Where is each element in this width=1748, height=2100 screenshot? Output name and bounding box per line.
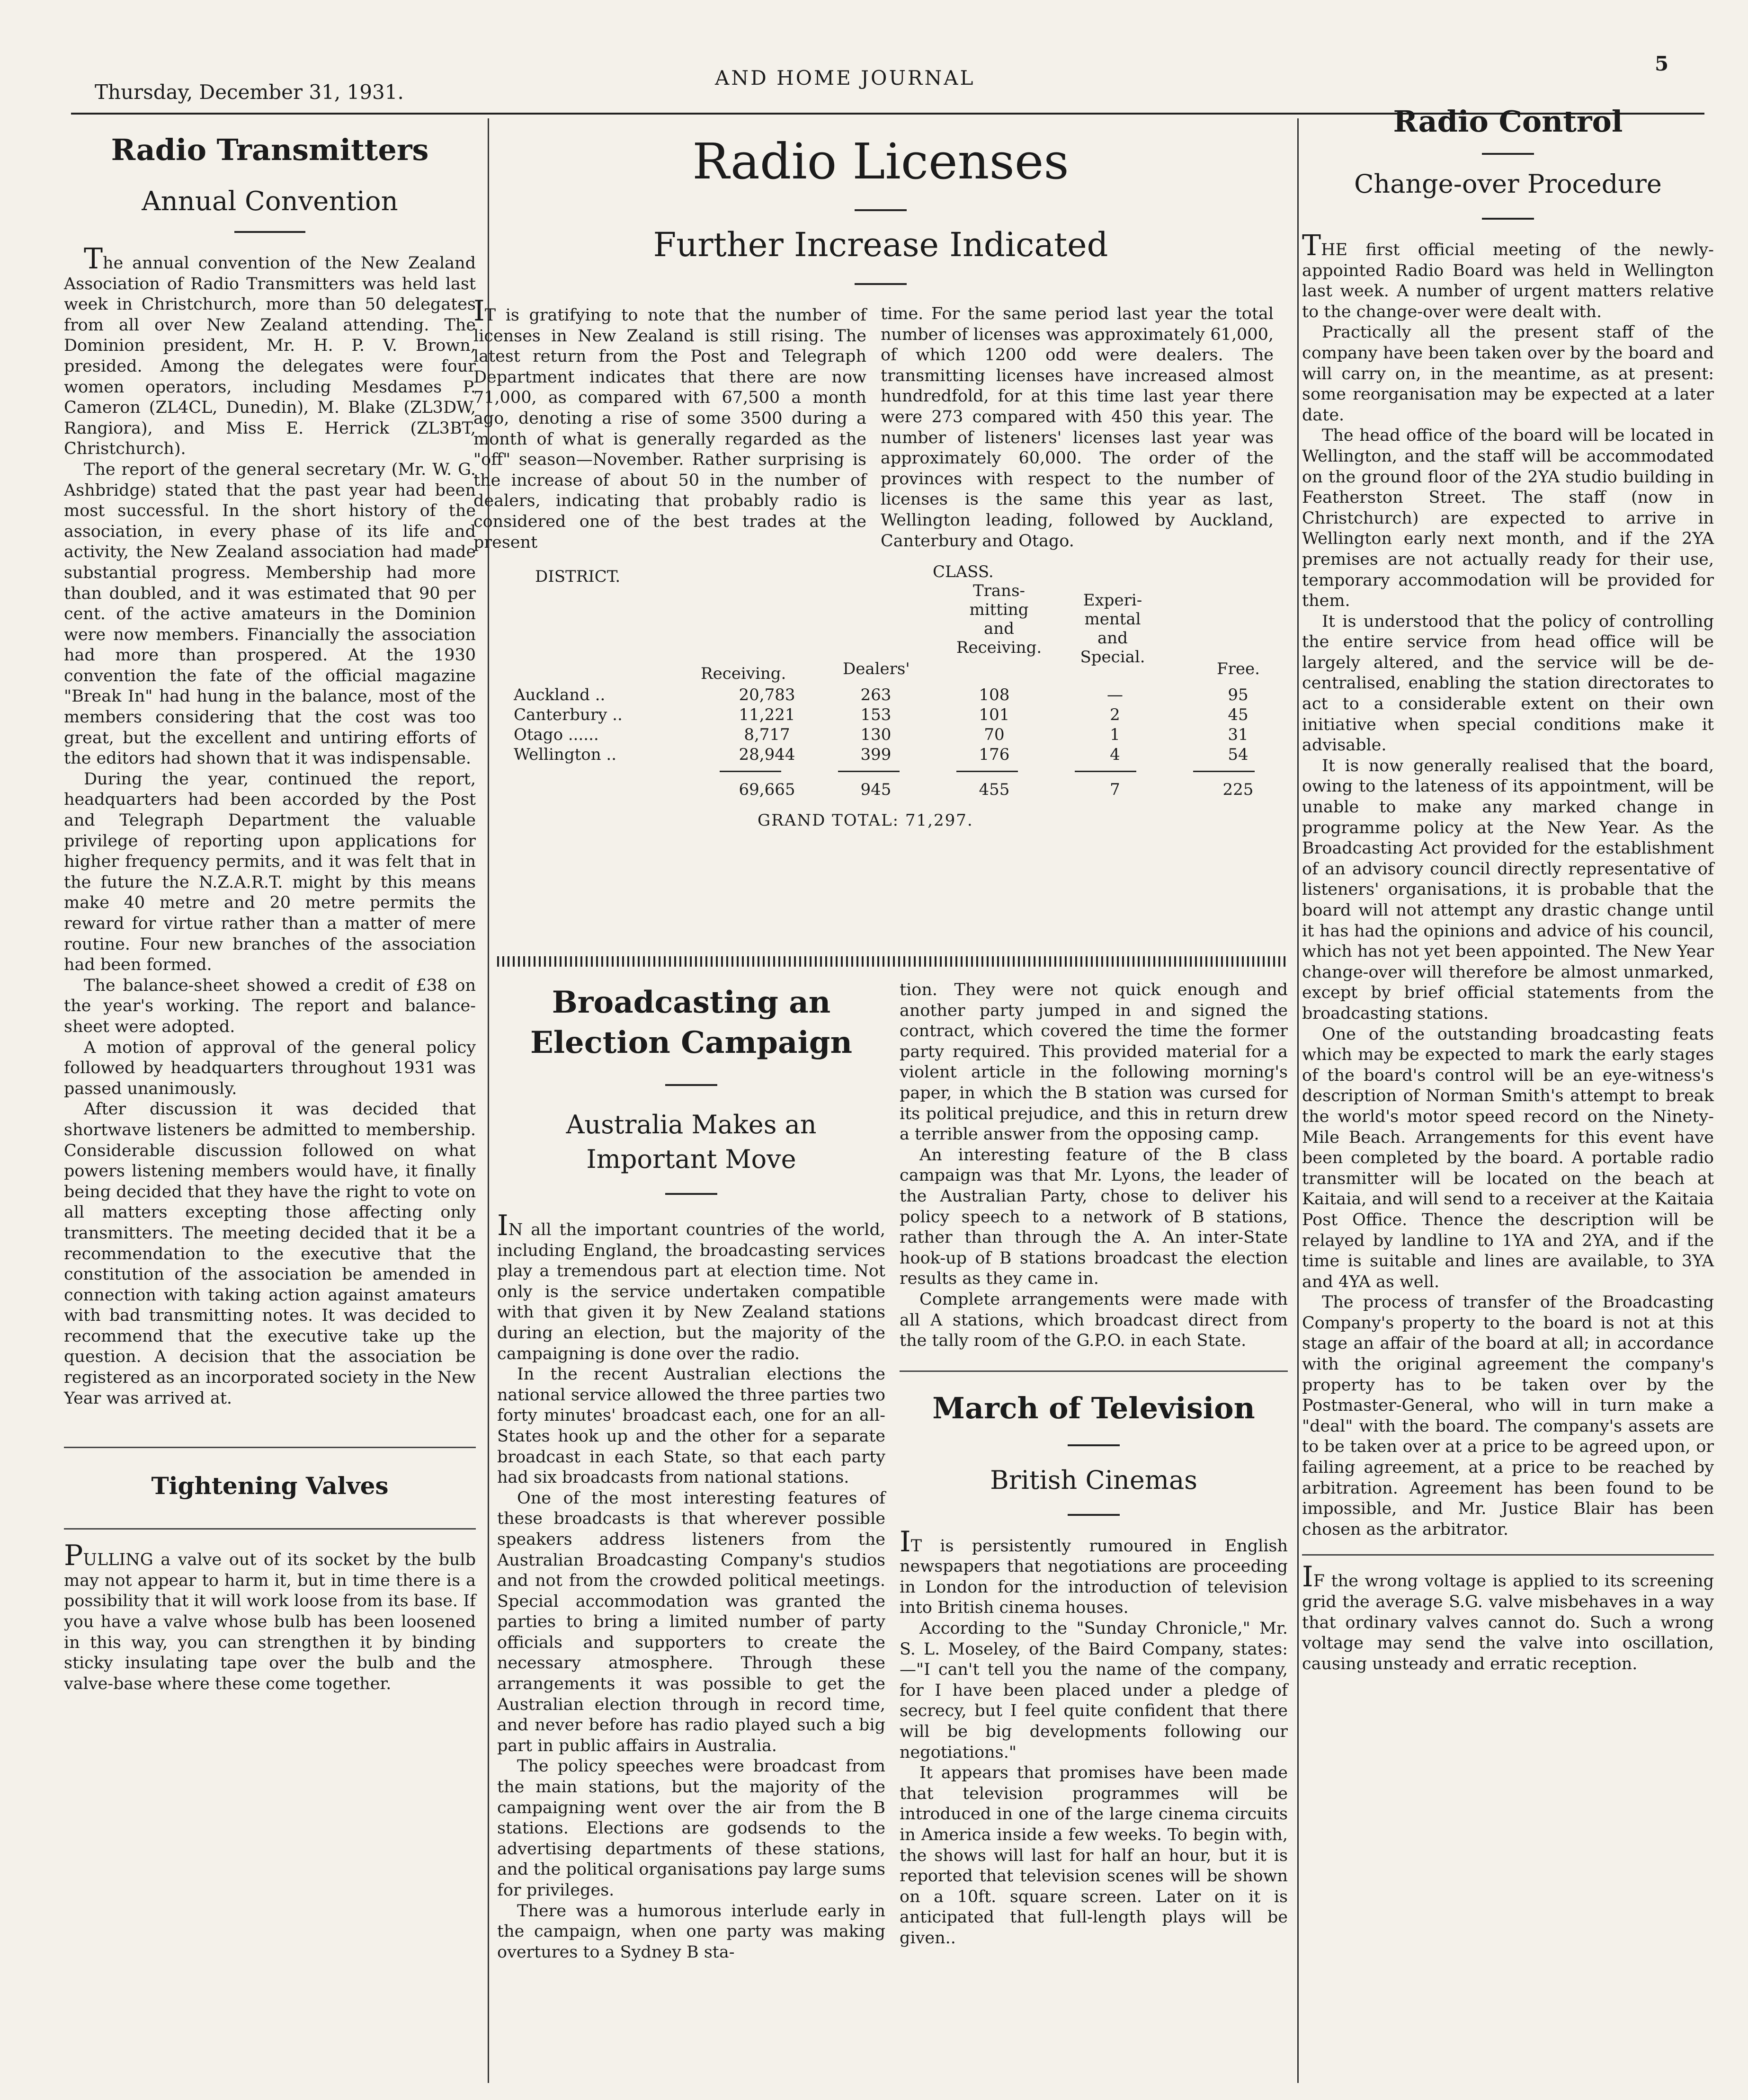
licenses-paragraph-right: time. For the same period last year the total number of licenses was approximately 61,000, of which 1200 odd were dealers. The transmitting licenses have increased almost hundredfold, for at this time last year there were 273 compared with 450 this year. The number of listeners' licenses last year was approximately 60,000. The order of the provinces with respect to the number of licenses is the same this year as last, Wellington leading, followed by Auckland, Canterbury and Otago. — [881, 304, 1274, 551]
paragraph: The process of transfer of the Broadcasting Company's property to the board is not at this stage an affair of the board at all; in accordance with the original agreement the company's property has to be taken over by the Postmaster-General, who will in turn make a "deal" with the board. The company's assets are to be taken over at a price to be agreed upon, or failing agreement, at a price to be reached by arbitration. Agreement has been found to be impossible, and Mr. Justice Blair has been chosen as the arbitrator. — [1302, 1293, 1714, 1539]
transmitters-subtitle: Annual Convention — [142, 186, 398, 217]
title-rule — [665, 1193, 717, 1195]
paragraph: The annual convention of the New Zealand Association of Radio Transmitters was held last week in Christchurch, more than 50 delegates from all over New Zealand attending. The Dominion president, Mr. H. P. V. Brown, presided. Among the delegates were four women operators, including Mesdames P. Cameron (ZL4CL, Dunedin), M. Blake (ZL3DW, Rangiora), and Miss E. Herrick (ZL3BT, Christchurch). — [64, 242, 476, 459]
paragraph: The policy speeches were broadcast from the main stations, but the majority of the campaigning went over the air from the B stations. Elections are godsends to the advertising departments of these stations, and the political organisations pay large sums for privileges. — [497, 1757, 885, 1900]
paragraph: Practically all the present staff of the company have been taken over by the board and will carry on, in the meantime, as at present: some reorganisation may be expected at a later date. — [1302, 323, 1714, 425]
paragraph: One of the most interesting features of these broadcasts is that wherever possible speakers address listeners from the Australian Broadcasting Company's studios and not from the crowded political meetings. Special accommodation was granted the parties to bring a limited number of party officials and supporters to create the necessary atmosphere. Through these arrangements it was possible to get the Australian election through in record time, and never before has radio played such a big part in public affairs in Australia. — [497, 1488, 885, 1755]
control-subtitle: Change-over Procedure — [1354, 169, 1662, 199]
broadcasting-subtitle-line1: Australia Makes an — [566, 1110, 817, 1139]
col-header-receiving: Receiving. — [701, 664, 786, 684]
table-row: Otago ...... 8,717 130 70 1 31 — [514, 725, 1249, 745]
table-totals-row: 69,665 945 455 7 225 — [739, 780, 1254, 800]
broadcasting-article — [497, 980, 1288, 1963]
paragraph: tion. They were not quick enough and another party jumped in and signed the contract, which covered the time the former party required. This provided material for a violent article in the following morning's paper, in which the B station was cursed for its political prejudice, and this in return drew a terrible answer from the opposing camp. — [900, 980, 1288, 1144]
section-rule — [1302, 1554, 1714, 1556]
paragraph: IT is persistently rumoured in English newspapers that negotiations are proceeding in London for the introduction of television into British cinema houses. — [900, 1525, 1288, 1618]
ornamental-rule — [497, 956, 1288, 967]
table-row: Auckland .. 20,783 263 108 — 95 — [514, 685, 1249, 705]
paragraph: THE first official meeting of the newly-appointed Radio Board was held in Wellington last week. A number of urgent matters relative to the change-over were dealt with. — [1302, 229, 1714, 321]
table-row: Wellington .. 28,944 399 176 4 54 — [514, 745, 1249, 765]
page-number: 5 — [1655, 52, 1669, 75]
control-title: Radio Control — [1393, 104, 1623, 139]
title-rule — [665, 1084, 717, 1086]
licenses-title: Radio Licenses — [692, 133, 1069, 190]
paragraph: The balance-sheet showed a credit of £38 on the year's working. The report and balance-sheet were adopted. — [64, 976, 476, 1036]
class-label: CLASS. — [933, 562, 994, 582]
col-header-exp: Experi- mental and Special. — [1080, 591, 1145, 667]
column-divider-2 — [1297, 118, 1299, 2083]
paragraph: The head office of the board will be located in Wellington, and the staff will be accommodated on the ground floor of the 2YA studio building in Featherston Street. The staff (now in Christchurch) are expected to arrive in Wellington early next month, and if the 2YA premises are not actually ready for their use, temporary accommodation will be provided for them. — [1302, 426, 1714, 611]
district-label: DISTRICT. — [535, 567, 621, 587]
section-rule — [64, 1447, 476, 1448]
paragraph: In the recent Australian elections the national service allowed the three parties two forty minutes' broadcast each, one for an all-States hook up and the other for a separate broadcast in each State, so that each party had six broadcasts from national stations. — [497, 1365, 885, 1487]
title-rule — [1482, 218, 1534, 220]
valves-paragraph: PULLING a valve out of its socket by the bulb may not appear to harm it, but in time there is a possibility that it will work loose from its base. If you have a valve whose bulb has been loosened in this way, you can strengthen it by binding sticky insulating tape over the bulb and the valve-base where these come together. — [64, 1539, 476, 1693]
col-header-free: Free. — [1217, 659, 1260, 679]
paragraph: After discussion it was decided that shortwave listeners be admitted to membership. Considerable discussion followed on what powers listening members would have, it finally being decided that they have the right to vote on all matters excepting those affecting only transmitters. The meeting decided that it be a recommendation to the executive that the constitution of the association be amended in connection with taking action against amateurs with bad transmitting notes. It was decided to recommend that the executive take up the question. A decision that the association be registered as an incorporated society in the New Year was arrived at. — [64, 1100, 476, 1408]
table-row: Canterbury .. 11,221 153 101 2 45 — [514, 705, 1249, 725]
paragraph: Complete arrangements were made with all A stations, which broadcast direct from the tally room of the G.P.O. in each State. — [900, 1290, 1288, 1351]
title-rule — [855, 209, 907, 211]
paragraph: According to the "Sunday Chronicle," Mr. S. L. Moseley, of the Baird Company, states:—"I can't tell you the name of the company, for I have been placed under a pledge of secrecy, but I feel quite confident that there will be big developments following our negotiations." — [900, 1619, 1288, 1762]
transmitters-title: Radio Transmitters — [111, 133, 429, 167]
control-article — [1302, 104, 1714, 1674]
paragraph: A motion of approval of the general policy followed by headquarters throughout 1931 was passed unanimously. — [64, 1038, 476, 1098]
licenses-article — [473, 123, 1288, 832]
title-rule — [1068, 1444, 1120, 1446]
paragraph: It is now generally realised that the board, owing to the lateness of its appointment, will be unable to make any marked change in programme policy at the New Year. As the Broadcasting Act provided for the establishment of an advisory council directly representative of listeners' organisations, it is probable that the board will not attempt any drastic change until it has had the opinions and advice of his council, which has not yet been appointed. The New Year change-over will therefore be almost unmarked, except by brief official statements from the broadcasting stations. — [1302, 756, 1714, 1023]
paragraph: IN all the important countries of the world, including England, the broadcasting services play a tremendous part at election time. Not only is the service undertaken compatible with that given it by New Zealand stations during an election, but the majority of the campaigning is done over the radio. — [497, 1209, 885, 1363]
broadcasting-subtitle-line2: Important Move — [586, 1144, 796, 1174]
valves-title: Tightening Valves — [151, 1472, 389, 1500]
title-rule — [1482, 153, 1534, 155]
television-title: March of Television — [932, 1390, 1255, 1425]
issue-date: Thursday, December 31, 1931. — [95, 80, 404, 104]
section-rule — [900, 1370, 1288, 1372]
title-rule — [1068, 1514, 1120, 1516]
broadcasting-title-line2: Election Campaign — [530, 1025, 853, 1060]
title-rule — [234, 231, 305, 233]
paragraph: It is understood that the policy of controlling the entire service from head office will be largely altered, and the service will be de-centralised, enabling the station directorates to act to a considerable extent on their own initiative when special conditions make it advisable. — [1302, 612, 1714, 755]
paragraph: One of the outstanding broadcasting feats which may be expected to mark the early stages of the board's control will be an eye-witness's description of Norman Smith's attempt to break the world's motor speed record on the Ninety-Mile Beach. Arrangements for this event have been completed by the board. A portable radio transmitter will be located on the beach at Kaitaia, and will send to a receiver at the Kaitaia Post Office. Thence the description will be relayed by landline to 1YA and 2YA, and if the time is suitable and lines are available, to 3YA and 4YA as well. — [1302, 1024, 1714, 1291]
paragraph: The report of the general secretary (Mr. W. G. Ashbridge) stated that the past year had been most successful. In the short history of the association, in every phase of its life and activity, the New Zealand association had made substantial progress. Membership had more than doubled, and it was estimated that 90 per cent. of the active amateurs in the Dominion were now members. Financially the association had more than prospered. At the 1930 convention the fate of the official magazine "Break In" had hung in the balance, most of the members considering that the cost was too great, but the excellent and untiring efforts of the editors had shown that it was indispensable. — [64, 460, 476, 768]
grand-total: GRAND TOTAL: 71,297. — [758, 811, 973, 830]
television-subtitle: British Cinemas — [990, 1465, 1197, 1495]
licenses-table — [473, 562, 1288, 832]
licenses-subtitle: Further Increase Indicated — [653, 225, 1108, 264]
section-rule — [64, 1528, 476, 1530]
broadcasting-title-line1: Broadcasting an — [552, 985, 831, 1020]
paragraph: During the year, continued the report, headquarters had been accorded by the Post and Telegraph Department the valuable privilege of reporting upon applications for higher frequency permits, and it was felt that in the future the N.Z.A.R.T. might by this means make 40 metre and 20 metre permits the reward for virtue rather than a matter of mere routine. Four new branches of the association had been formed. — [64, 769, 476, 975]
paragraph: There was a humorous interlude early in the campaign, when one party was making overtures to a Sydney B sta- — [497, 1901, 885, 1962]
paragraph: An interesting feature of the B class campaign was that Mr. Lyons, the leader of the Australian Party, chose to deliver his policy speech to a network of B stations, rather than through the A. An inter-State hook-up of B stations broadcast the election results as they came in. — [900, 1145, 1288, 1289]
journal-name: AND HOME JOURNAL — [715, 66, 975, 89]
col-header-trans: Trans- mitting and Receiving. — [956, 581, 1042, 658]
col-header-dealers: Dealers' — [843, 659, 910, 679]
licenses-paragraph-left: IT is gratifying to note that the number of licenses in New Zealand is still rising. The latest return from the Post and Telegraph Department indicates that there are now 71,000, as compared with 67,500 a month ago, denoting a rise of some 3500 during a month of what is generally regarded as the "off" season—November. Rather surprising is the increase of about 50 in the number of dealers, indicating that probably radio is considered one of the best trades at the present — [473, 294, 866, 552]
title-rule — [855, 283, 907, 285]
paragraph: It appears that promises have been made that television programmes will be introduced in one of the large cinema circuits in America inside a few weeks. To begin with, the shows will last for half an hour, but it is reported that television scenes will be shown on a 10ft. square screen. Later on it is anticipated that full-length plays will be given.. — [900, 1763, 1288, 1948]
totals-rule — [720, 771, 1269, 772]
voltage-paragraph: IF the wrong voltage is applied to its screening grid the average S.G. valve misbehaves in a way that ordinary valves cannot do. Such a wrong voltage may send the valve into oscillation, causing unsteady and erratic reception. — [1302, 1560, 1714, 1673]
transmitters-article — [64, 128, 476, 1694]
